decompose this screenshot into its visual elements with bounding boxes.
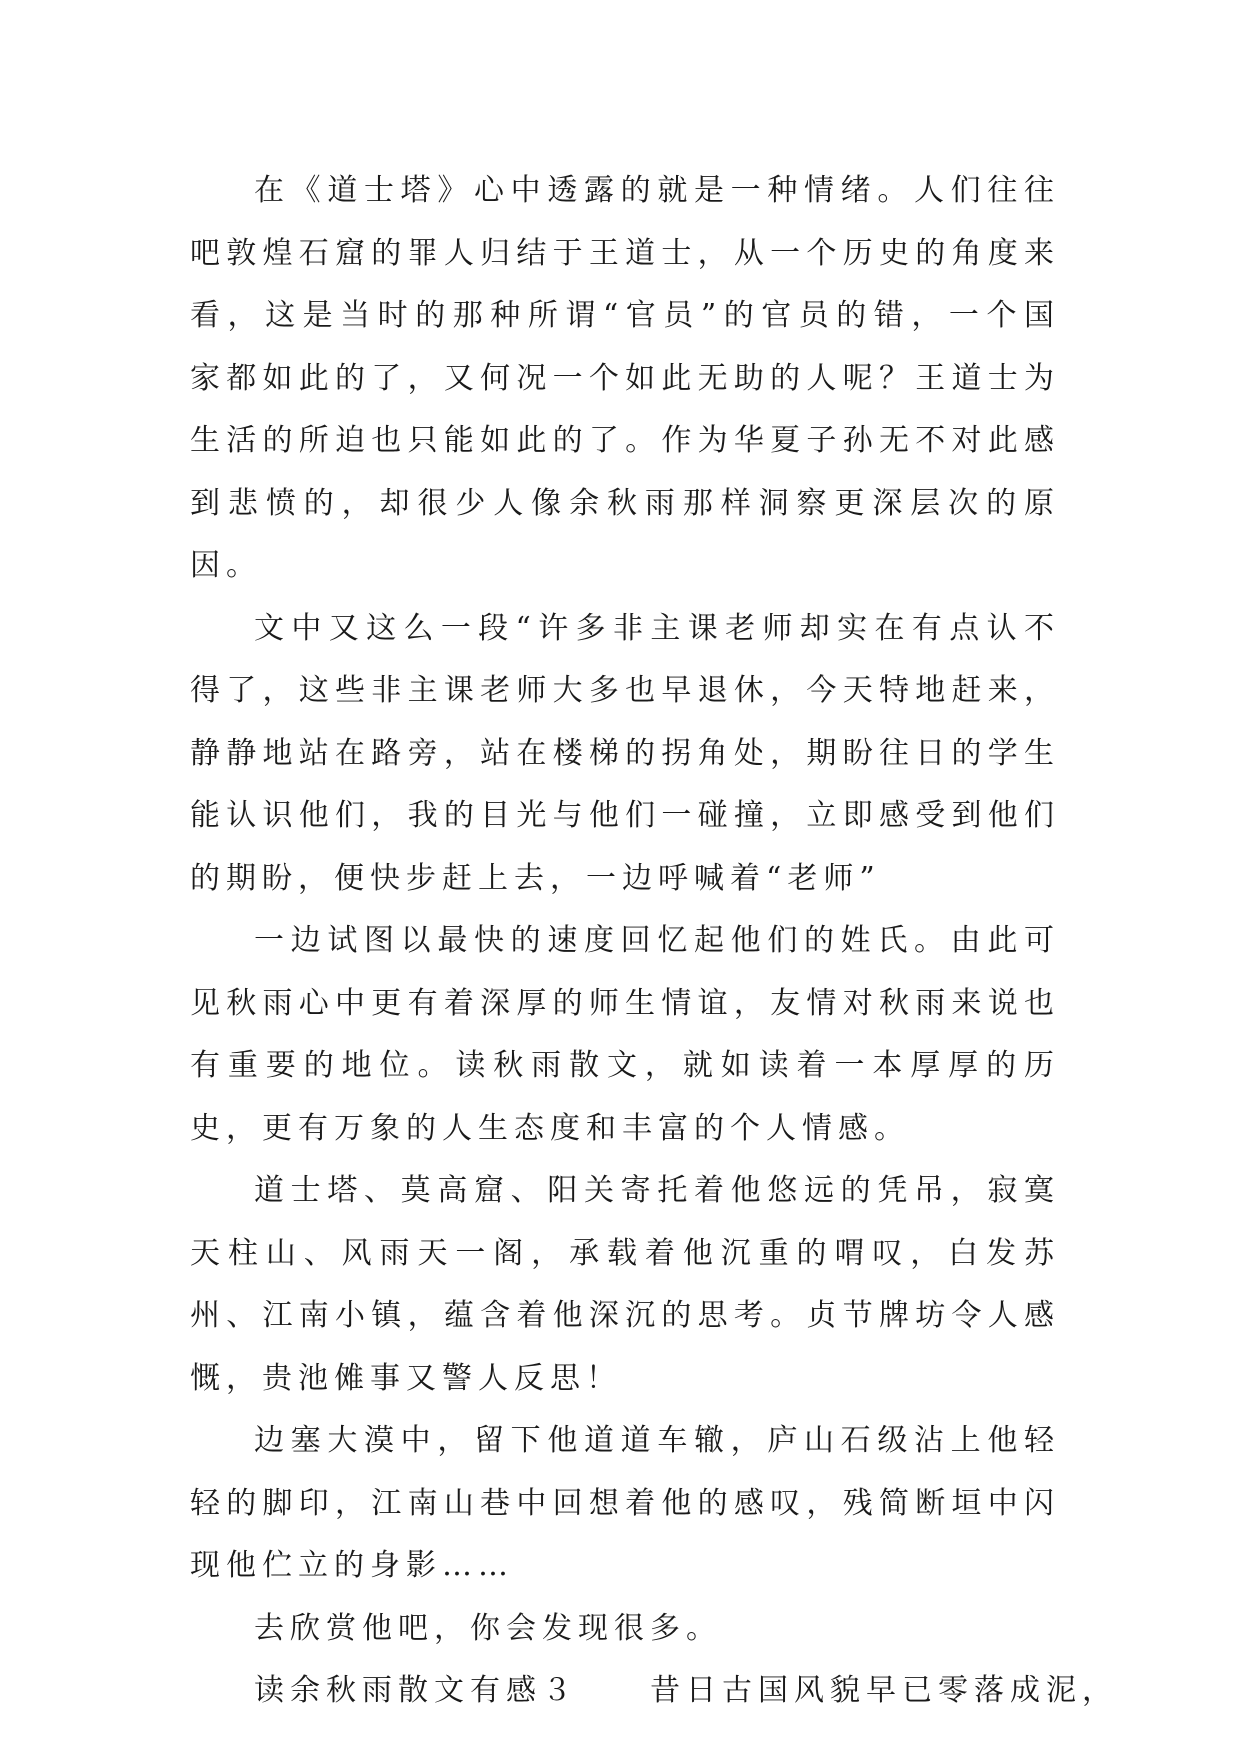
document-body [190, 160, 1118, 1723]
paragraph-title-line: 读余秋雨散文有感３ 昔日古国风貌早已零落成泥， [254, 1673, 1118, 1708]
paragraph-4: 道士塔、莫高窟、阳关寄托着他悠远的凭吊，寂寞天柱山、风雨天一阁，承载着他沉重的喟叹，白发苏州、江南小镇，蕴含着他深沉的思考。贞节牌坊令人感慨，贵池傩事又警人反思！ [190, 1173, 1060, 1396]
paragraph-1: 在《道士塔》心中透露的就是一种情绪。人们往往吧敦煌石窟的罪人归结于王道士，从一个历史的角度来看，这是当时的那种所谓“官员”的官员的错，一个国家都如此的了，又何况一个如此无助的人呢？王道士为生活的所迫也只能如此的了。作为华夏子孙无不对此感到悲愤的，却很少人像余秋雨那样洞察更深层次的原因。 [190, 173, 1060, 583]
paragraph-5: 边塞大漠中，留下他道道车辙，庐山石级沾上他轻轻的脚印，江南山巷中回想着他的感叹，残简断垣中闪现他伫立的身影…… [190, 1423, 1060, 1583]
paragraph-6: 去欣赏他吧，你会发现很多。 [254, 1610, 722, 1646]
paragraph-2: 文中又这么一段“许多非主课老师却实在有点认不得了，这些非主课老师大多也早退休，今天特地赶来，静静地站在路旁，站在楼梯的拐角处，期盼往日的学生能认识他们，我的目光与他们一碰撞，立即感受到他们的期盼，便快步赶上去，一边呼喊着“老师” [190, 610, 1060, 896]
paragraph-3: 一边试图以最快的速度回忆起他们的姓氏。由此可见秋雨心中更有着深厚的师生情谊，友情对秋雨来说也有重要的地位。读秋雨散文，就如读着一本厚厚的历史，更有万象的人生态度和丰富的个人情感。 [190, 923, 1060, 1146]
